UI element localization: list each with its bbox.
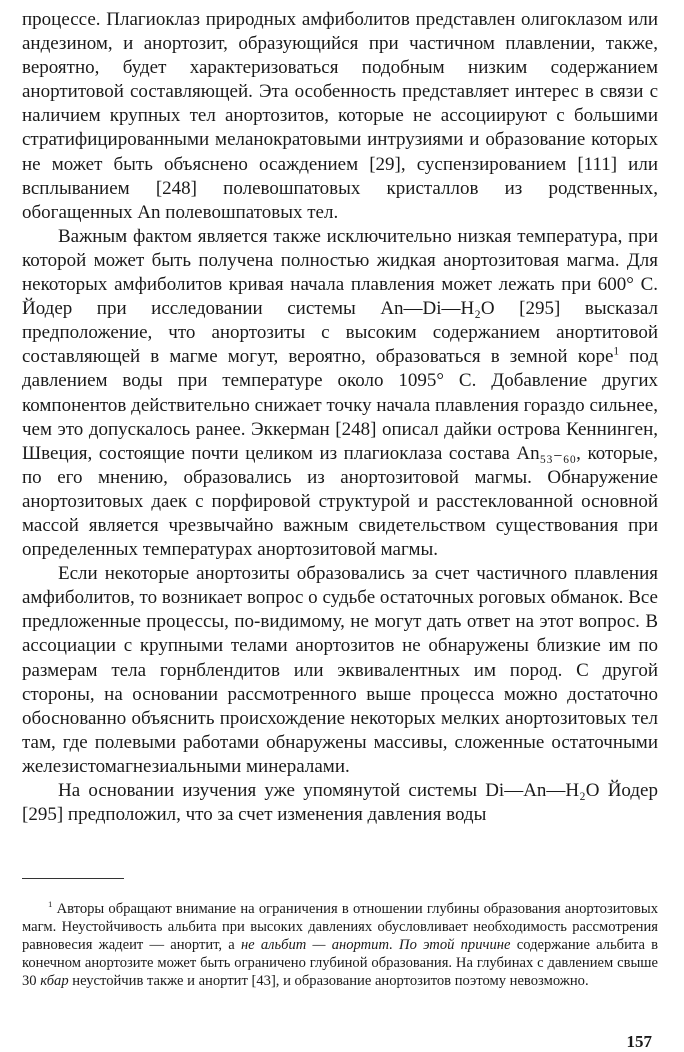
paragraph-1: процессе. Плагиоклаз природных амфиболитов представлен олигоклазом или андезином, и анортозит, образующийся при частичном плавлении, также, вероятно, будет характеризоваться подобным низким содержанием анортитовой составляющей. Эта особенность представляет интерес в связи с наличием крупных тел анортозитов, которые не ассоциируют с большими стратифицированными меланократовыми интрузиями и образование которых не может быть объяснено осаждением [29], суспензированием [111] или всплыванием [248] полевошпатовых кристаллов из родственных, обогащенных An полевошпатовых тел. — [22, 9, 658, 223]
footnote-divider — [22, 878, 124, 879]
footnote-1 — [22, 900, 658, 990]
footnote-mark: 1 — [48, 899, 53, 910]
paragraph-3: Если некоторые анортозиты образовались за счет частичного плавления амфиболитов, то возникает вопрос о судьбе остаточных роговых обманок. Все предложенные процессы, по-видимому, не могут дать ответ на этот вопрос. В ассоциации с крупными телами анортозитов не обнаружены близкие им по размерам тела горнблендитов или эквивалентных им пород. С другой стороны, на основании рассмотренного выше процесса можно достаточно обоснованно объяснить происхождение некоторых мелких анортозитовых тел там, где полевыми работами обнаружены массивы, сложенные остаточными железистомагнезиальными минералами. — [22, 563, 658, 777]
paragraph-2-text-b: под давлением воды при температуре около 1095° C. Добавление других компонентов действительно снижает точку начала плавления гораздо сильнее, чем это допускалось ранее. Эккерман [248] описал дайки острова Кеннинген, Швеция, состоящие почти целиком из плагиоклаза состава An₅₃₋₆₀, которые, по его мнению, образовались из анортозитовой магмы. Обнаружение анортозитовых даек с порфировой структурой и расстеклованной основной массой является чрезвычайно важным свидетельством существования при определенных температурах анортозитовой магмы. — [22, 346, 658, 561]
paragraph-4: На основании изучения уже упомянутой системы Di—An—H₂O Йодер [295] предположил, что за счет изменения давления воды — [22, 780, 658, 826]
footnote-text-1: Авторы обращают внимание на ограничения в отношении глубины образования анортозитовых магм. Неустойчивость альбита при высоких давлениях обусловливает необходимость рассмотрения равновесия жадеит — анортит, а — [22, 901, 658, 953]
page-number: 157 — [626, 1032, 652, 1051]
footnote-text-2: содержание альбита в конечном анортозите может быть ограничено глубиной образования. На глубинах с давлением свыше 30 — [22, 937, 659, 989]
footnote-reference: 1 — [613, 345, 620, 358]
footnote-italic-2: кбар — [40, 973, 69, 989]
footnote-italic-1: не альбит — анортит. По этой причине — [240, 937, 511, 953]
footnotes — [22, 900, 658, 990]
paragraph-2-text-a: Важным фактом является также исключительно низкая температура, при которой может быть получена полностью жидкая анортозитовая магма. Для некоторых амфиболитов кривая начала плавления может лежать при 600° C. Йодер при исследовании системы An—Di—H₂O [295] высказал предположение, что анортозиты с высоким содержанием анортитовой составляющей в магме могут, вероятно, образоваться в земной коре — [22, 225, 658, 368]
footnote-text-3: неустойчив также и анортит [43], и образование анортозитов поэтому невозможно. — [68, 973, 589, 989]
main-text — [22, 8, 658, 827]
book-page — [22, 8, 659, 1051]
paragraph-2 — [22, 225, 658, 562]
